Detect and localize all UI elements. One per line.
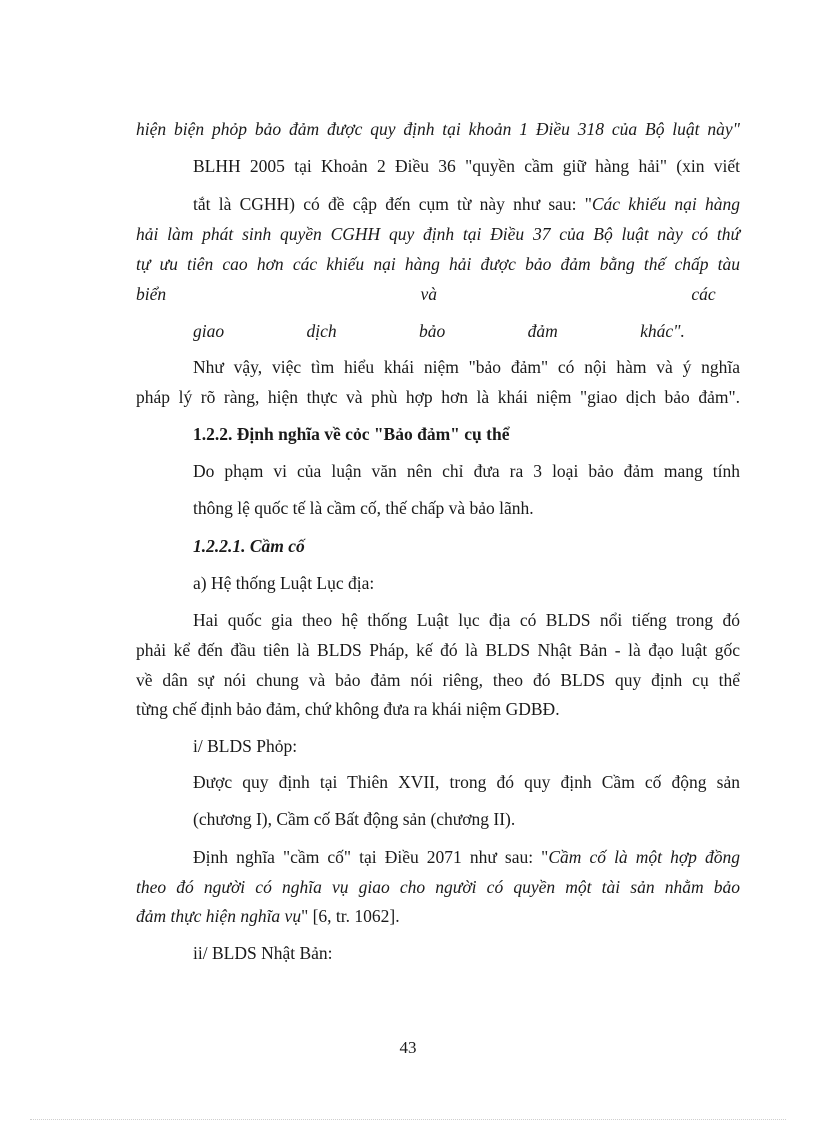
text-line: Như vậy, việc tìm hiểu khái niệm "bảo đảm" có nội hàm và ý nghĩa — [193, 357, 740, 377]
page-number: 43 — [399, 1038, 417, 1057]
text-line: Định nghĩa "cầm cố" tại Điều 2071 như sau: "Cầm cố là một hợp đồng — [193, 847, 740, 867]
text-line: về dân sự nói chung và bảo đảm nói riêng, theo đó BLDS quy định cụ thể — [136, 670, 740, 690]
text-line: Hai quốc gia theo hệ thống Luật lục địa có BLDS nổi tiếng trong đó — [193, 610, 740, 630]
text-line: hiện biện phỏp bảo đảm được quy định tại khoản 1 Điều 318 của Bộ luật này" — [136, 119, 740, 139]
text-line: thông lệ quốc tế là cầm cố, thế chấp và bảo lãnh. — [193, 498, 534, 518]
section-heading: 1.2.2. Định nghĩa về cỏc "Bảo đảm" cụ thể — [193, 424, 510, 444]
text-line: từng chế định bảo đảm, chứ không đưa ra khái niệm GDBĐ. — [136, 699, 560, 719]
text-line: theo đó người có nghĩa vụ giao cho người có quyền một tài sản nhằm bảo — [136, 877, 740, 897]
text-line: Được quy định tại Thiên XVII, trong đó quy định Cầm cố động sản — [193, 772, 740, 792]
text-line: ii/ BLDS Nhật Bản: — [193, 943, 333, 963]
text-line: đảm thực hiện nghĩa vụ" [6, tr. 1062]. — [136, 906, 400, 926]
text-line: Do phạm vi của luận văn nên chỉ đưa ra 3 loại bảo đảm mang tính — [193, 461, 740, 481]
text-line: BLHH 2005 tại Khoản 2 Điều 36 "quyền cầm giữ hàng hải" (xin viết — [193, 156, 740, 176]
text-line: giao dịch bảo đảm khác". — [193, 321, 685, 341]
subsection-heading: 1.2.2.1. Cầm cố — [193, 536, 305, 556]
text-line: i/ BLDS Phỏp: — [193, 736, 298, 756]
text-line: (chương I), Cầm cố Bất động sản (chương II). — [193, 809, 516, 829]
text-line: pháp lý rõ ràng, hiện thực và phù hợp hơn là khái niệm "giao dịch bảo đảm". — [136, 387, 740, 407]
page-bottom-divider — [30, 1119, 786, 1120]
text-line: phải kể đến đầu tiên là BLDS Pháp, kế đó là BLDS Nhật Bản - là đạo luật gốc — [136, 640, 740, 660]
text-line: tự ưu tiên cao hơn các khiếu nại hàng hải được bảo đảm bằng thế chấp tàu — [136, 254, 740, 274]
text-line: biển và các — [136, 284, 716, 304]
text-line: hải làm phát sinh quyền CGHH quy định tại Điều 37 của Bộ luật này có thứ — [136, 224, 740, 244]
text-line: a) Hệ thống Luật Lục địa: — [193, 573, 375, 593]
text-line: tắt là CGHH) có đề cập đến cụm từ này như sau: "Các khiếu nại hàng — [193, 194, 740, 214]
